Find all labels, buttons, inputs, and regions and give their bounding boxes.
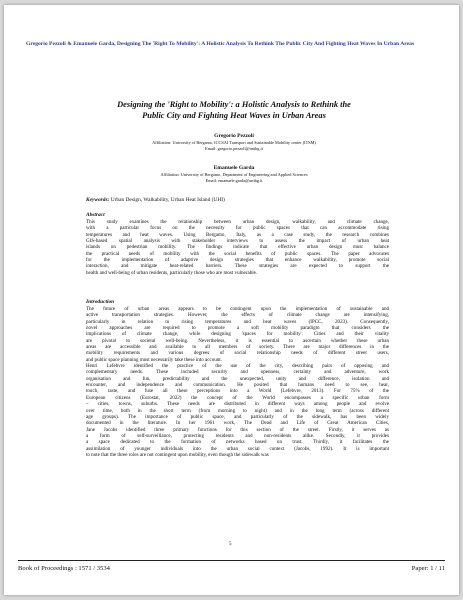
- introduction-line: Jane Jacobs identified three primary functions for this section of the street. Firstly, it serves as: [86, 426, 389, 433]
- introduction-line: areas are accessible and available to all members of society. There are major differences in the: [86, 344, 389, 351]
- introduction-line: complementary needs. These included security and openness, certainty and adventure, work: [86, 369, 389, 376]
- abstract-text: [86, 219, 389, 276]
- abstract-line: interaction, and mitigate heat-related barriers. These strategies are expected to support the: [86, 263, 389, 270]
- abstract-line: GIS-based spatial analysis with stakeholder interviews to assess the impact of urban heat: [86, 238, 389, 245]
- page-number: 5: [229, 542, 232, 547]
- keywords-text: Urban Design, Walkability, Urban Heat Island (UHI): [110, 197, 225, 203]
- introduction-line: European citizens (Eurostat, 2022) the concept of the World encompasses a specific urban form: [86, 394, 389, 401]
- author-block-2: [64, 165, 404, 183]
- introduction-line: age groups). The importance of public space, and particularly of the sidewalk, has been widely: [86, 413, 389, 420]
- paper-title: [84, 100, 384, 121]
- abstract-line: with a particular focus on the necessity for public spaces that can accommodate rising: [86, 225, 389, 232]
- introduction-line: over time, both in the short term (from morning to night) and in the long term (across different: [86, 407, 389, 414]
- abstract-line: This study examines the relationship between urban design, walkability, and climate change,: [86, 219, 389, 225]
- paper-title-line-1: Designing the 'Right to Mobility': a Holistic Analysis to Rethink the: [117, 100, 351, 109]
- author-name: Gregorio Pezzoli: [214, 133, 254, 139]
- introduction-line: and public space planning must necessarily take these into account.: [86, 356, 222, 363]
- introduction-line: active transportation strategies. However, the effects of climate change are intensifying,: [86, 312, 389, 319]
- footer-divider: [18, 560, 445, 561]
- introduction-line: encounter, and independence and communication. He posited that humans need to see, hear,: [86, 382, 389, 389]
- introduction-line: novel approaches are required to promote a soft mobility paradigm that considers the: [86, 325, 389, 332]
- author-block-1: [64, 133, 404, 151]
- introduction-line: – cities, towns, suburbs. These needs are distributed in different ways among people and evolve: [86, 401, 389, 408]
- abstract-line: temperatures and heat waves. Using Bergamo, Italy, as a case study, the research combines: [86, 231, 389, 238]
- running-head: Gregorio Pezzoli & Emanuele Garda, Designing The 'Right To Mobility': A Holistic Analysis To Rethink The Public City And Fighting Heat Waves In Urban Areas: [26, 41, 415, 47]
- author-email: Email: emanuele.garda@unibg.it: [205, 177, 263, 183]
- introduction-line: to note that the three roles are not contingent upon mobility, even though the sidewalk was: [86, 451, 269, 458]
- introduction-line: mobility requirements and various degrees of social relationship needs of different street users,: [86, 350, 389, 357]
- footer-proceedings: Book of Proceedings : 1571 / 3534: [18, 565, 110, 572]
- paper-title-line-2: Public City and Fighting Heat Waves in Urban Areas: [142, 110, 326, 120]
- abstract-line: islands on pedestrian mobility. The findings indicate that effective urban design must balance: [86, 244, 389, 251]
- introduction-line: assimilation of younger individuals into the urban social context (Jacobs, 1992). It is important: [86, 445, 389, 452]
- introduction-line: particularly in relation to rising temperatures and heat waves (IPCC, 2023). Consequently,: [86, 318, 389, 325]
- keywords-label: Keywords:: [86, 197, 110, 203]
- introduction-line: a form of self-surveillance, protecting residents and non-residents alike. Secondly, it provides: [86, 432, 389, 439]
- introduction-line: are pivotal to societal well-being. Nevertheless, it is essential to ascertain whether these urban: [86, 337, 389, 344]
- paper-page: [4, 5, 459, 595]
- introduction-line: implications of climate change, while designing 'spaces for mobility'. Cities and their vitality: [86, 331, 389, 338]
- introduction-line: The future of urban areas appears to be contingent upon the implementation of sustainable and: [86, 306, 389, 312]
- introduction-line: Henri Lefebvre identified the practice of the use of the city, describing pairs of opposing and: [86, 363, 389, 370]
- abstract-heading: Abstract: [86, 212, 105, 218]
- author-affiliation: Affiliation: University of Bergamo, ICCSAI Transport and Sustainable Mobility center (ITSM): [152, 140, 316, 145]
- abstract-line: the practical needs of mobility with the social benefits of public spaces. The paper advocates: [86, 250, 389, 257]
- author-affiliation: Affiliation: University of Bergamo, Department of Engineering and Applied Sciences: [160, 172, 308, 177]
- introduction-line: a space dedicated to the formation of networks based on trust. Thirdly, it facilitates the: [86, 439, 389, 446]
- keywords: [86, 197, 386, 204]
- author-name: Emanuele Garda: [213, 165, 255, 171]
- abstract-line: health and well-being of urban residents, particularly those who are most vulnerable.: [86, 269, 258, 276]
- author-email: Email: gregorio.pezzoli@unibg.it: [205, 145, 263, 151]
- introduction-line: touch, taste, and fuse all these perceptions into a World (Lefebvre, 2013). For 75% of the: [86, 388, 389, 395]
- footer-paper-count: Paper: 1 / 11: [411, 565, 445, 572]
- introduction-line: documented in the literature. In her 1961 work, The Dead and Life of Great American Cities,: [86, 420, 389, 427]
- abstract-line: for the implementation of adaptive design strategies that enhance walkability, promote social: [86, 257, 389, 264]
- introduction-line: organisation and fun, predictability and the unexpected, unity and difference, isolation and: [86, 375, 389, 382]
- introduction-heading: Introduction: [86, 299, 115, 305]
- introduction-text: [86, 306, 389, 458]
